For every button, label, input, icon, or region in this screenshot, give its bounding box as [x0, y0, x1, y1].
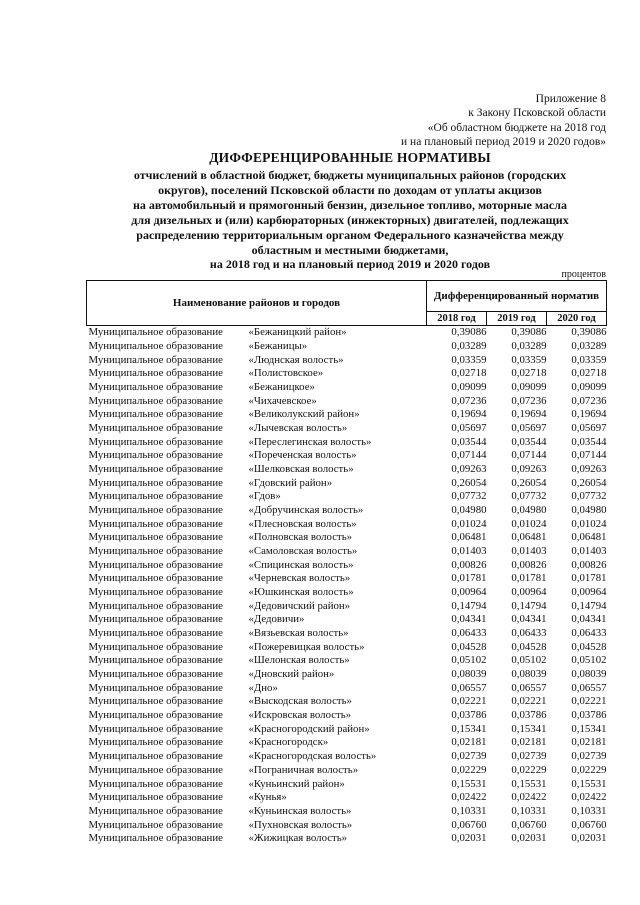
row-municipality-name: «Красногородский район» — [248, 722, 370, 735]
row-name-cell — [87, 517, 427, 531]
table-row — [87, 353, 607, 367]
table-row — [87, 545, 607, 559]
title-line-4: для дизельных и (или) карбюраторных (инжекторных) двигателей, подлежащих — [131, 212, 569, 227]
table-row — [87, 599, 607, 613]
row-municipality-name: «Великолукский район» — [248, 408, 360, 421]
row-entity-type: Муниципальное образование — [88, 517, 223, 530]
row-entity-type: Муниципальное образование — [88, 340, 223, 352]
appendix-line-4: и на плановый период 2019 и 2020 годов» — [401, 135, 606, 148]
row-name-cell — [87, 627, 427, 641]
row-value-2019: 0,02031 — [511, 832, 547, 845]
row-value-2018: 0,06760 — [451, 818, 487, 831]
row-value-2019: 0,00826 — [511, 558, 547, 571]
row-value-2018: 0,04528 — [451, 640, 487, 653]
row-value-2020: 0,02031 — [571, 832, 607, 845]
row-municipality-name: «Спицинская волость» — [248, 558, 354, 571]
title-line-3: на автомобильный и прямогонный бензин, дизельное топливо, моторные масла — [133, 197, 567, 212]
row-entity-type: Муниципальное образование — [88, 832, 223, 845]
row-value-2019: 0,02739 — [511, 750, 547, 763]
row-entity-type: Муниципальное образование — [88, 791, 223, 804]
row-value-2020: 0,03289 — [571, 340, 607, 352]
row-name-cell — [87, 381, 427, 395]
row-entity-type: Муниципальное образование — [88, 640, 223, 653]
row-name-cell — [87, 490, 427, 504]
row-name-cell — [87, 340, 427, 354]
table-row — [87, 777, 607, 791]
table-row — [87, 435, 607, 449]
row-name-cell — [87, 681, 427, 695]
row-value-2018: 0,03359 — [451, 353, 487, 366]
title-line-6: областным и местными бюджетами, — [251, 242, 449, 257]
row-name-cell — [87, 463, 427, 477]
row-value-2020: 0,02229 — [571, 763, 607, 776]
row-entity-type: Муниципальное образование — [88, 695, 223, 708]
row-entity-type: Муниципальное образование — [88, 668, 223, 681]
row-value-2019: 0,04528 — [511, 640, 547, 653]
row-municipality-name: «Дедовичский район» — [248, 599, 351, 612]
table-row — [87, 490, 607, 504]
row-value-2019: 0,02229 — [511, 763, 547, 776]
appendix-header — [401, 92, 606, 149]
row-value-2019: 0,09099 — [511, 381, 547, 394]
row-value-2019: 0,14794 — [511, 599, 547, 612]
row-name-cell — [87, 367, 427, 381]
row-municipality-name: «Шелковская волость» — [248, 463, 354, 476]
row-entity-type: Муниципальное образование — [88, 804, 223, 817]
title-line-2: округов), поселений Псковской области по доходам от уплаты акцизов — [158, 182, 542, 197]
row-entity-type: Муниципальное образование — [88, 599, 223, 612]
row-entity-type: Муниципальное образование — [88, 531, 223, 544]
row-name-cell — [87, 326, 427, 340]
row-value-2020: 0,07144 — [571, 449, 607, 462]
row-name-cell — [87, 695, 427, 709]
table-body — [87, 326, 607, 846]
row-value-2018: 0,02718 — [451, 367, 487, 380]
row-name-cell — [87, 572, 427, 586]
row-entity-type: Муниципальное образование — [88, 367, 223, 380]
row-municipality-name: «Пограничная волость» — [248, 763, 359, 776]
row-value-2018: 0,09099 — [451, 381, 487, 394]
row-value-2020: 0,03786 — [571, 709, 607, 722]
row-municipality-name: «Пореченская волость» — [248, 449, 357, 462]
row-value-2019: 0,04341 — [511, 613, 547, 626]
row-municipality-name: «Бежаницкий район» — [248, 326, 347, 339]
row-municipality-name: «Красногородская волость» — [248, 750, 377, 763]
row-municipality-name: «Дно» — [248, 681, 278, 694]
row-value-2019: 0,02718 — [511, 367, 547, 380]
row-value-2019: 0,06481 — [511, 531, 547, 544]
table-row — [87, 586, 607, 600]
row-name-cell — [87, 805, 427, 819]
row-value-2019: 0,10331 — [511, 804, 547, 817]
row-entity-type: Муниципальное образование — [88, 613, 223, 626]
row-value-2019: 0,15341 — [511, 722, 547, 735]
table-row — [87, 832, 607, 846]
row-value-2020: 0,05697 — [571, 422, 607, 435]
row-value-2019: 0,05102 — [511, 654, 547, 667]
row-name-cell — [87, 654, 427, 668]
row-value-2019: 0,03359 — [511, 353, 547, 366]
row-entity-type: Муниципальное образование — [88, 326, 223, 339]
column-header-2020: 2020 год — [547, 312, 607, 326]
row-name-cell — [87, 353, 427, 367]
table-row — [87, 558, 607, 572]
row-value-2019: 0,06433 — [511, 627, 547, 640]
row-value-2020: 0,05102 — [571, 654, 607, 667]
table-row — [87, 326, 607, 340]
row-entity-type: Муниципальное образование — [88, 558, 223, 571]
table-row — [87, 736, 607, 750]
row-value-2020: 0,15531 — [571, 777, 607, 790]
row-municipality-name: «Бежаницкое» — [248, 381, 315, 394]
row-value-2020: 0,07732 — [571, 490, 607, 503]
table-row — [87, 422, 607, 436]
row-value-2018: 0,05102 — [451, 654, 487, 667]
row-value-2019: 0,01781 — [511, 572, 547, 585]
row-entity-type: Муниципальное образование — [88, 654, 223, 667]
row-value-2018: 0,09263 — [451, 463, 487, 476]
row-value-2018: 0,07236 — [451, 394, 487, 407]
row-name-cell — [87, 435, 427, 449]
row-name-cell — [87, 818, 427, 832]
table-row — [87, 722, 607, 736]
row-municipality-name: «Куньинская волость» — [248, 804, 352, 817]
row-value-2020: 0,04528 — [571, 640, 607, 653]
row-value-2020: 0,15341 — [571, 722, 607, 735]
row-value-2020: 0,09099 — [571, 381, 607, 394]
row-value-2019: 0,03786 — [511, 709, 547, 722]
appendix-line-1: Приложение 8 — [535, 93, 606, 105]
row-value-2018: 0,15341 — [451, 722, 487, 735]
row-value-2018: 0,19694 — [451, 408, 487, 421]
row-name-cell — [87, 750, 427, 764]
row-municipality-name: «Черневская волость» — [248, 572, 351, 585]
column-header-normative: Дифференцированный норматив — [427, 281, 607, 312]
row-value-2020: 0,06433 — [571, 627, 607, 640]
table-row — [87, 764, 607, 778]
row-municipality-name: «Пухновская волость» — [248, 818, 353, 831]
row-entity-type: Муниципальное образование — [88, 353, 223, 366]
row-municipality-name: «Переслегинская волость» — [248, 435, 372, 448]
row-value-2019: 0,00964 — [511, 586, 547, 599]
row-value-2018: 0,02221 — [451, 695, 487, 708]
row-value-2019: 0,03289 — [511, 340, 547, 352]
row-name-cell — [87, 709, 427, 723]
row-name-cell — [87, 531, 427, 545]
row-value-2018: 0,06481 — [451, 531, 487, 544]
row-value-2020: 0,10331 — [571, 804, 607, 817]
table-row — [87, 613, 607, 627]
row-entity-type: Муниципальное образование — [88, 763, 223, 776]
row-value-2018: 0,02422 — [451, 791, 487, 804]
row-entity-type: Муниципальное образование — [88, 736, 223, 749]
row-municipality-name: «Полистовское» — [248, 367, 324, 380]
row-municipality-name: «Юшкинская волость» — [248, 586, 354, 599]
row-value-2020: 0,04341 — [571, 613, 607, 626]
row-name-cell — [87, 586, 427, 600]
row-value-2020: 0,09263 — [571, 463, 607, 476]
row-name-cell — [87, 832, 427, 846]
row-entity-type: Муниципальное образование — [88, 463, 223, 476]
row-name-cell — [87, 545, 427, 559]
table-row — [87, 695, 607, 709]
row-value-2018: 0,06557 — [451, 681, 487, 694]
row-value-2019: 0,06760 — [511, 818, 547, 831]
row-entity-type: Муниципальное образование — [88, 449, 223, 462]
table-row — [87, 805, 607, 819]
row-value-2020: 0,03359 — [571, 353, 607, 366]
row-value-2019: 0,02221 — [511, 695, 547, 708]
row-municipality-name: «Бежаницы» — [248, 340, 308, 352]
row-entity-type: Муниципальное образование — [88, 381, 223, 394]
row-municipality-name: «Дедовичи» — [248, 613, 305, 626]
row-value-2018: 0,15531 — [451, 777, 487, 790]
row-value-2020: 0,19694 — [571, 408, 607, 421]
title-main: ДИФФЕРЕНЦИРОВАННЫЕ НОРМАТИВЫ — [209, 150, 491, 165]
table-row — [87, 476, 607, 490]
table-row — [87, 681, 607, 695]
row-name-cell — [87, 640, 427, 654]
row-entity-type: Муниципальное образование — [88, 422, 223, 435]
row-municipality-name: «Кунья» — [248, 791, 287, 804]
row-value-2019: 0,39086 — [511, 326, 547, 339]
table-row — [87, 504, 607, 518]
row-name-cell — [87, 558, 427, 572]
row-value-2018: 0,04980 — [451, 504, 487, 517]
row-name-cell — [87, 668, 427, 682]
row-value-2019: 0,03544 — [511, 435, 547, 448]
title-subtitle — [80, 168, 620, 272]
row-value-2020: 0,02739 — [571, 750, 607, 763]
units-label: процентов — [561, 269, 606, 280]
table-row — [87, 408, 607, 422]
row-value-2019: 0,06557 — [511, 681, 547, 694]
row-municipality-name: «Самоловская волость» — [248, 545, 358, 558]
row-municipality-name: «Чихачевское» — [248, 394, 317, 407]
row-value-2019: 0,07732 — [511, 490, 547, 503]
row-value-2018: 0,07732 — [451, 490, 487, 503]
row-value-2020: 0,26054 — [571, 476, 607, 489]
row-name-cell — [87, 422, 427, 436]
row-value-2019: 0,09263 — [511, 463, 547, 476]
table-row — [87, 627, 607, 641]
appendix-line-3: «Об областном бюджете на 2018 год — [427, 121, 606, 134]
row-value-2018: 0,01024 — [451, 517, 487, 530]
row-value-2020: 0,02422 — [571, 791, 607, 804]
row-value-2018: 0,00964 — [451, 586, 487, 599]
title-line-1: отчислений в областной бюджет, бюджеты муниципальных районов (городских — [133, 168, 567, 182]
row-municipality-name: «Гдов» — [248, 490, 281, 503]
row-value-2018: 0,02181 — [451, 736, 487, 749]
row-value-2019: 0,01024 — [511, 517, 547, 530]
row-value-2018: 0,06433 — [451, 627, 487, 640]
row-municipality-name: «Лычевская волость» — [248, 422, 348, 435]
row-value-2018: 0,08039 — [451, 668, 487, 681]
row-name-cell — [87, 394, 427, 408]
row-value-2020: 0,07236 — [571, 394, 607, 407]
row-name-cell — [87, 408, 427, 422]
normatives-table — [86, 280, 607, 846]
row-entity-type: Муниципальное образование — [88, 681, 223, 694]
row-entity-type: Муниципальное образование — [88, 490, 223, 503]
row-municipality-name: «Плесновская волость» — [248, 517, 357, 530]
table-row — [87, 818, 607, 832]
row-value-2020: 0,01781 — [571, 572, 607, 585]
row-value-2019: 0,02422 — [511, 791, 547, 804]
row-value-2018: 0,07144 — [451, 449, 487, 462]
row-municipality-name: «Искровская волость» — [248, 709, 352, 722]
row-value-2019: 0,15531 — [511, 777, 547, 790]
table-row — [87, 791, 607, 805]
table-row — [87, 367, 607, 381]
row-name-cell — [87, 613, 427, 627]
row-municipality-name: «Люднская волость» — [248, 353, 344, 366]
row-value-2018: 0,14794 — [451, 599, 487, 612]
row-value-2019: 0,05697 — [511, 422, 547, 435]
row-entity-type: Муниципальное образование — [88, 750, 223, 763]
row-municipality-name: «Вязьевская волость» — [248, 627, 349, 640]
row-entity-type: Муниципальное образование — [88, 709, 223, 722]
row-entity-type: Муниципальное образование — [88, 818, 223, 831]
row-value-2020: 0,08039 — [571, 668, 607, 681]
row-value-2020: 0,06481 — [571, 531, 607, 544]
row-value-2019: 0,26054 — [511, 476, 547, 489]
row-value-2020: 0,01403 — [571, 545, 607, 558]
row-value-2018: 0,01781 — [451, 572, 487, 585]
row-municipality-name: «Выскодская волость» — [248, 695, 352, 708]
table-row — [87, 517, 607, 531]
row-value-2020: 0,00964 — [571, 586, 607, 599]
appendix-line-2: к Закону Псковской области — [468, 107, 606, 120]
table-row — [87, 531, 607, 545]
column-header-name: Наименование районов и городов — [87, 281, 427, 326]
row-value-2020: 0,02221 — [571, 695, 607, 708]
table-row — [87, 572, 607, 586]
row-entity-type: Муниципальное образование — [88, 394, 223, 407]
table-row — [87, 750, 607, 764]
row-value-2018: 0,02739 — [451, 750, 487, 763]
row-value-2018: 0,05697 — [451, 422, 487, 435]
row-value-2019: 0,08039 — [511, 668, 547, 681]
row-value-2018: 0,00826 — [451, 558, 487, 571]
table-row — [87, 340, 607, 354]
row-name-cell — [87, 476, 427, 490]
row-value-2018: 0,03544 — [451, 435, 487, 448]
row-entity-type: Муниципальное образование — [88, 435, 223, 448]
table-row — [87, 394, 607, 408]
table-row — [87, 463, 607, 477]
row-value-2020: 0,01024 — [571, 517, 607, 530]
document-title — [80, 150, 620, 272]
row-name-cell — [87, 777, 427, 791]
row-name-cell — [87, 736, 427, 750]
title-line-7: на 2018 год и на плановый период 2019 и 2020 годов — [209, 257, 491, 272]
row-name-cell — [87, 722, 427, 736]
table-row — [87, 709, 607, 723]
row-entity-type: Муниципальное образование — [88, 545, 223, 558]
row-entity-type: Муниципальное образование — [88, 586, 223, 599]
table-row — [87, 668, 607, 682]
row-value-2018: 0,39086 — [451, 326, 487, 339]
row-municipality-name: «Красногородск» — [248, 736, 329, 749]
row-name-cell — [87, 764, 427, 778]
title-line-5: распределению территориальным органом Федерального казначейства между — [136, 227, 564, 242]
row-value-2019: 0,07144 — [511, 449, 547, 462]
row-value-2020: 0,06557 — [571, 681, 607, 694]
row-value-2018: 0,04341 — [451, 613, 487, 626]
row-entity-type: Муниципальное образование — [88, 627, 223, 640]
row-value-2019: 0,02181 — [511, 736, 547, 749]
row-value-2018: 0,26054 — [451, 476, 487, 489]
row-entity-type: Муниципальное образование — [88, 504, 223, 517]
row-value-2020: 0,14794 — [571, 599, 607, 612]
table-row — [87, 449, 607, 463]
column-header-2019: 2019 год — [487, 312, 547, 326]
row-value-2019: 0,07236 — [511, 394, 547, 407]
row-entity-type: Муниципальное образование — [88, 476, 223, 489]
row-entity-type: Муниципальное образование — [88, 572, 223, 585]
row-value-2018: 0,02229 — [451, 763, 487, 776]
table-row — [87, 654, 607, 668]
row-value-2018: 0,03289 — [451, 340, 487, 352]
row-name-cell — [87, 599, 427, 613]
row-municipality-name: «Дновский район» — [248, 668, 335, 681]
row-municipality-name: «Шелонская волость» — [248, 654, 350, 667]
row-value-2019: 0,04980 — [511, 504, 547, 517]
row-entity-type: Муниципальное образование — [88, 722, 223, 735]
row-value-2020: 0,02718 — [571, 367, 607, 380]
row-name-cell — [87, 449, 427, 463]
table-row — [87, 381, 607, 395]
row-municipality-name: «Полновская волость» — [248, 531, 353, 544]
row-municipality-name: «Пожеревицкая волость» — [248, 640, 365, 653]
row-value-2020: 0,04980 — [571, 504, 607, 517]
row-value-2020: 0,06760 — [571, 818, 607, 831]
row-entity-type: Муниципальное образование — [88, 408, 223, 421]
row-value-2018: 0,03786 — [451, 709, 487, 722]
table-row — [87, 640, 607, 654]
row-value-2020: 0,02181 — [571, 736, 607, 749]
row-name-cell — [87, 791, 427, 805]
row-name-cell — [87, 504, 427, 518]
row-municipality-name: «Гдовский район» — [248, 476, 333, 489]
row-value-2020: 0,00826 — [571, 558, 607, 571]
row-entity-type: Муниципальное образование — [88, 777, 223, 790]
row-value-2019: 0,01403 — [511, 545, 547, 558]
row-municipality-name: «Добручинская волость» — [248, 504, 364, 517]
row-value-2018: 0,02031 — [451, 832, 487, 845]
column-header-2018: 2018 год — [427, 312, 487, 326]
row-value-2018: 0,01403 — [451, 545, 487, 558]
row-value-2020: 0,03544 — [571, 435, 607, 448]
row-value-2018: 0,10331 — [451, 804, 487, 817]
row-municipality-name: «Куньинский район» — [248, 777, 345, 790]
row-value-2020: 0,39086 — [571, 326, 607, 339]
row-value-2019: 0,19694 — [511, 408, 547, 421]
row-municipality-name: «Жижицкая волость» — [248, 832, 348, 845]
